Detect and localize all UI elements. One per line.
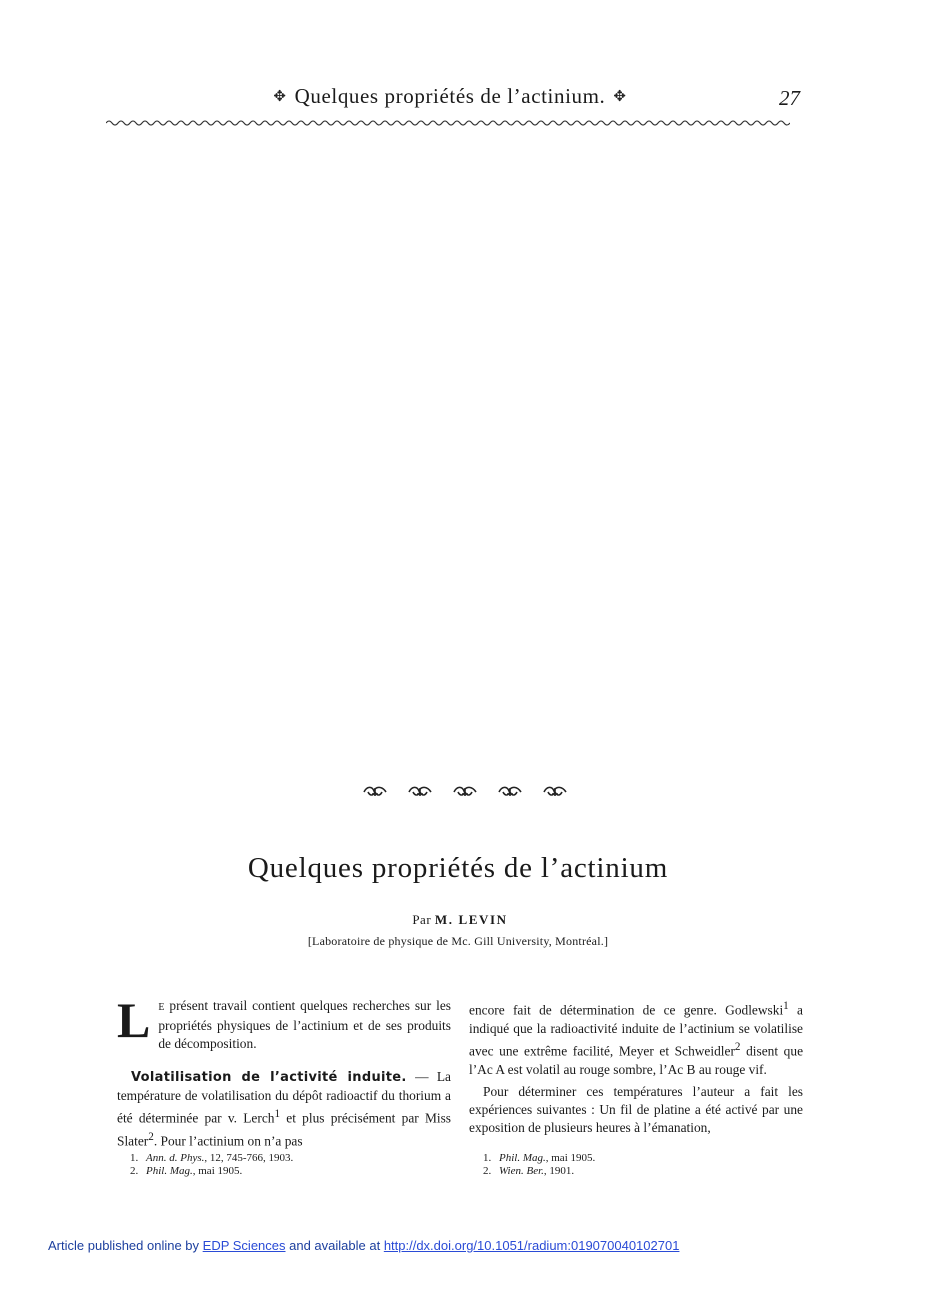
footnote-detail: , 12, 745-766, 1903. (204, 1152, 294, 1164)
right-column (469, 997, 803, 1137)
footnote-mark: 1 (274, 1108, 281, 1121)
drop-cap: L (117, 992, 151, 1048)
publication-notice (48, 1238, 679, 1253)
footnote-mark: 1 (783, 1000, 789, 1012)
section-text-1: La température de volatilisation du dépôt radioactif du thorium a été déterminée par v. Lerch (117, 1068, 451, 1126)
left-column (117, 992, 451, 1150)
footnote (483, 1152, 817, 1165)
footnotes-left (130, 1152, 464, 1178)
notice-prefix: Article published online by (48, 1238, 203, 1253)
footnote-number: 1. (130, 1152, 139, 1164)
running-head-title-line (100, 84, 800, 109)
page-number: 27 (779, 86, 800, 110)
intro-paragraph (117, 992, 451, 1054)
section-text-2: et plus précisément par Miss Slater (117, 1110, 451, 1149)
byline-prefix: Par (412, 912, 432, 927)
fleuron-icon (497, 783, 523, 799)
footnote-source: Wien. Ber. (499, 1165, 544, 1177)
footnote-mark: 2 (734, 1040, 741, 1053)
footnote-source: Phil. Mag. (146, 1165, 193, 1177)
paragraph-text: disent que l’Ac A est volatil au rouge sombre, l’Ac B au rouge vif. (469, 1043, 804, 1077)
intro-smallcap: E (158, 1002, 165, 1013)
continuation-paragraph (469, 997, 803, 1079)
footnote-number: 2. (483, 1165, 492, 1177)
footnote-number: 2. (130, 1165, 139, 1177)
footnote-source: Phil. Mag. (499, 1152, 546, 1164)
footnote-detail: , 1901. (543, 1165, 575, 1177)
footnote (483, 1165, 817, 1178)
paragraph-text: encore fait de détermination de ce genre. Godlewski (469, 1002, 784, 1018)
article-title: Quelques propriétés de l’actinium (247, 852, 669, 884)
fleuron-icon (452, 783, 478, 799)
fleuron-ornament-row (0, 783, 930, 803)
footnote-mark: 2 (148, 1130, 154, 1143)
byline (0, 912, 920, 928)
author-affiliation: [Laboratoire de physique de Mc. Gill University, Montréal.] (307, 934, 609, 948)
running-head-title: Quelques propriétés de l’actinium. (294, 84, 606, 108)
footnote-source: Ann. d. Phys. (146, 1152, 205, 1164)
paragraph-text: a indiqué que la radioactivité induite de l’actinium se volatilise avec une extrême facilité, Meyer et Schweidler (469, 1002, 803, 1059)
section-text-3: . Pour l’actinium on n’a pas (153, 1133, 303, 1149)
footnote (130, 1165, 464, 1178)
wavy-rule-divider (106, 118, 790, 128)
footnotes-right (483, 1152, 817, 1178)
author-name: M. LEVIN (434, 912, 508, 927)
fleuron-icon (362, 783, 388, 799)
ornament-left-icon: ✥ (273, 89, 287, 105)
running-head (100, 84, 800, 114)
section-heading: Volatilisation de l’activité induite. (131, 1069, 407, 1085)
ornament-right-icon: ✥ (613, 89, 627, 105)
experiment-paragraph: Pour déterminer ces températures l’auteur a fait les expériences suivantes : Un fil de platine a été activé par une exposition de plusieurs heures à l’émanation, (469, 1083, 803, 1136)
fleuron-icon (542, 783, 568, 799)
footnote (130, 1152, 464, 1165)
footnote-detail: , mai 1905. (545, 1152, 596, 1164)
intro-text: présent travail contient quelques recherches sur les propriétés physiques de l’actinium et de ses produits de décomposition. (158, 998, 451, 1052)
edp-sciences-link[interactable]: EDP Sciences (202, 1238, 286, 1253)
doi-link[interactable]: http://dx.doi.org/10.1051/radium:019070040102701 (383, 1238, 680, 1253)
footnote-number: 1. (483, 1152, 492, 1164)
section-dash: — (406, 1068, 437, 1084)
fleuron-icon (407, 783, 433, 799)
footnote-detail: , mai 1905. (192, 1165, 243, 1177)
notice-middle: and available at (285, 1238, 384, 1253)
volatilisation-paragraph (117, 1068, 451, 1151)
